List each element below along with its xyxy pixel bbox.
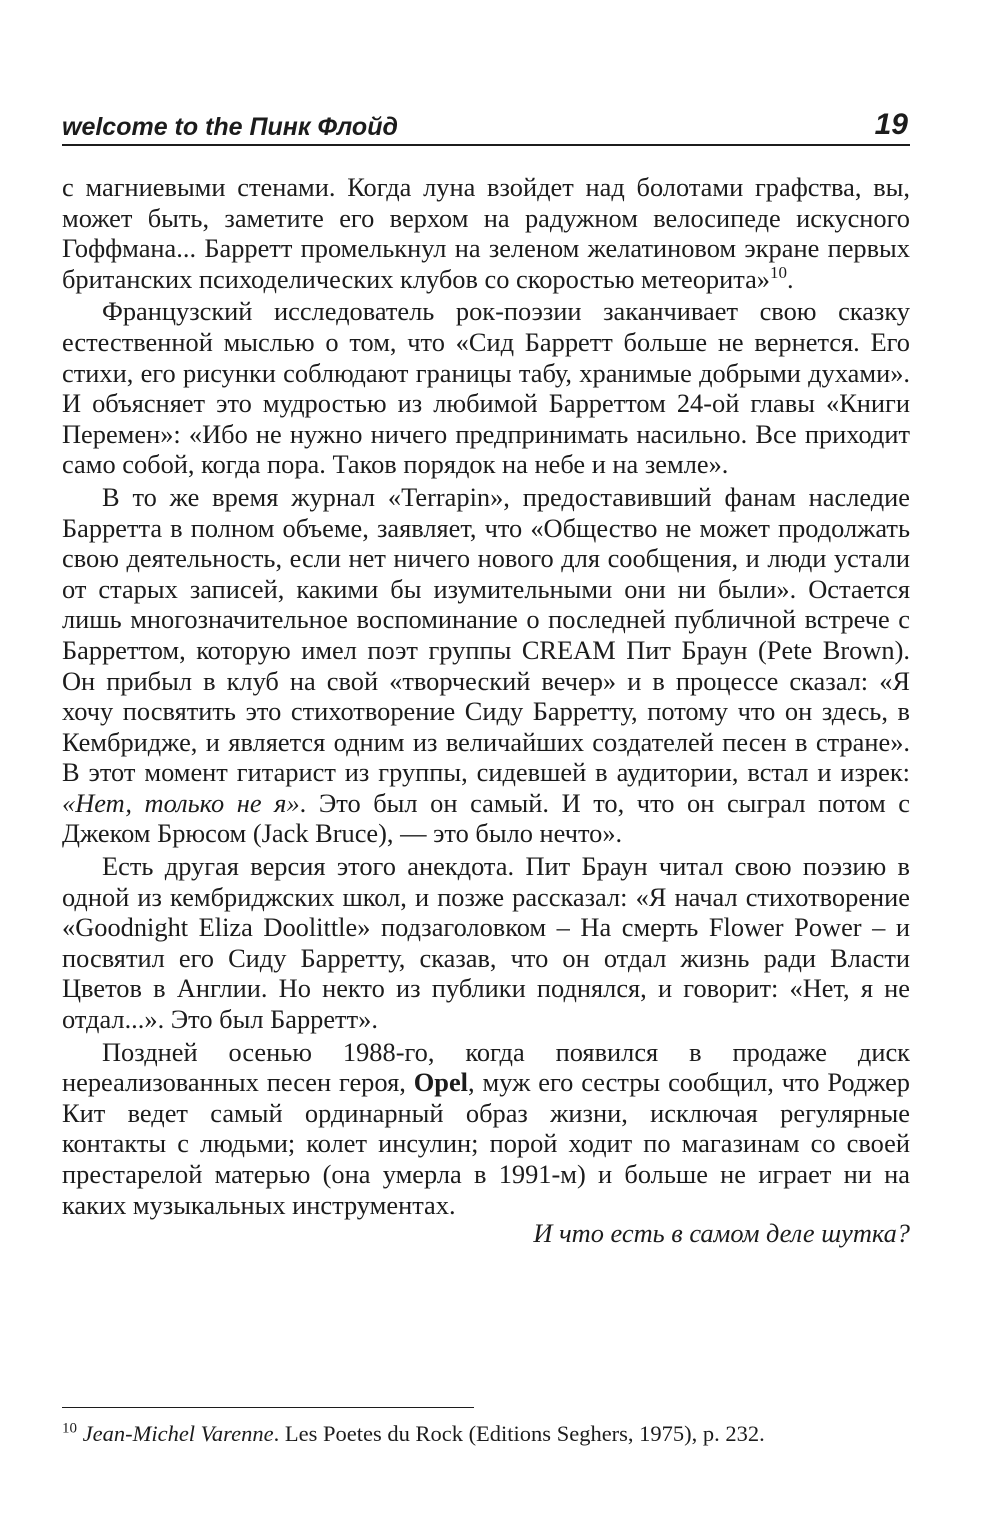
- body-text: [62, 172, 910, 1222]
- paragraph-3-after: . Это был он самый. И то, что он сыграл потом с Джеком Брюсом (Jack Bruce), — это было нечто».: [62, 787, 910, 849]
- album-title: Opel: [413, 1067, 468, 1098]
- paragraph-4: Есть другая версия этого анекдота. Пит Браун читал свою поэзию в одной из кембриджских школ, и позже рассказал: «Я начал стихотворение «Goodnight Eliza Doolittle» подзаголовком – На смерть Flower Power – и посвятил его Сиду Барретту, сказав, что он отдал жизнь ради Власти Цветов в Англии. Но некто из публики поднялся, и говорит: «Нет, я не отдал...». Это был Барретт».: [62, 851, 910, 1035]
- paragraph-1: [62, 172, 910, 294]
- footnote-author: Jean-Michel Varenne: [82, 1421, 274, 1446]
- footnote-number: 10: [62, 1420, 77, 1437]
- paragraph-1-text: с магниевыми стенами. Когда луна взойдет над болотами графства, вы, может быть, заметите его верхом на радужном велосипеде искусного Гоффмана... Барретт промелькнул на зеленом желатиновом экране первых британских психоделических клубов со скоростью метеорита»: [62, 172, 910, 294]
- paragraph-2: Французский исследователь рок-поэзии заканчивает свою сказку естественной мыслью о том, что «Сид Барретт больше не вернется. Его стихи, его рисунки соблюдают границы табу, хранимые добрыми духами». И объясняет это мудростью из любимой Барреттом 24-ой главы «Книги Перемен»: «Ибо не нужно ничего предпринимать насильно. Все приходит само собой, когда пора. Таков порядок на небе и на земле».: [62, 296, 910, 480]
- paragraph-3: [62, 482, 910, 849]
- footnote-citation: . Les Poetes du Rock (Editions Seghers, 1975), p. 232.: [273, 1421, 765, 1446]
- paragraph-1-end: .: [787, 263, 794, 294]
- page-header: [62, 108, 910, 146]
- footnote-divider: [62, 1407, 474, 1408]
- paragraph-5-after: , муж его сестры сообщил, что Роджер Кит ведет самый ординарный образ жизни, исключая регулярные контакты с людьми; колет инсулин; порой ходит по магазинам со своей престарелой матерью (она умерла в 1991-м) и больше не играет ни на каких музыкальных инструментах.: [62, 1067, 910, 1220]
- paragraph-3-quote: «Нет, только не я»: [62, 787, 300, 818]
- footnote: [62, 1420, 910, 1448]
- closing-line: И что есть в самом деле шутка?: [533, 1218, 910, 1248]
- paragraph-5-before: Поздней осенью 1988-го, когда появился в продаже диск нереализованных песен героя,: [62, 1036, 910, 1098]
- page-number: 19: [874, 108, 908, 141]
- paragraph-5: [62, 1037, 910, 1221]
- paragraph-3-before: В то же время журнал «Terrapin», предоставивший фанам наследие Барретта в полном объеме, заявляет, что «Общество не может продолжать свою деятельность, если нет ничего нового для сообщения, и люди устали от старых записей, какими бы изумительными они ни были». Остается лишь многозначительное воспоминание о последней публичной встрече с Барреттом, которую имел поэт группы CREAM Пит Браун (Pete Brown). Он прибыл в клуб на свой «творческий вечер» и в процессе сказал: «Я хочу посвятить это стихотворение Сиду Барретту, потому что он здесь, в Кембридже, и является одним из величайших создателей песен в стране». В этот момент гитарист из группы, сидевшей в аудитории, встал и изрек:: [62, 481, 910, 788]
- footnote-reference[interactable]: 10: [770, 262, 787, 282]
- running-title: welcome to the Пинк Флойд: [62, 113, 398, 141]
